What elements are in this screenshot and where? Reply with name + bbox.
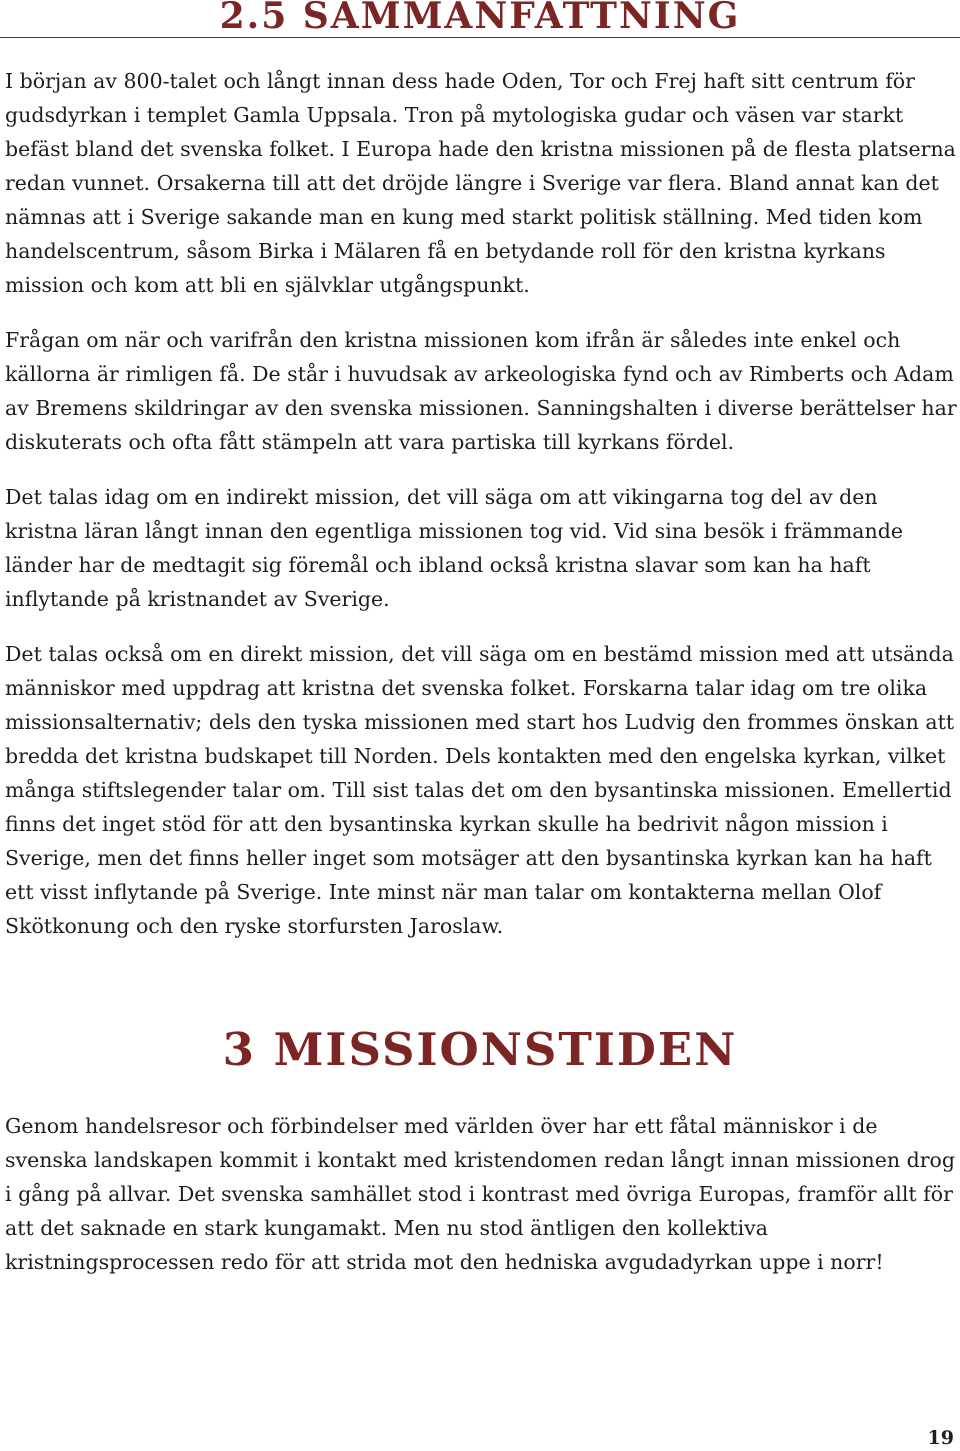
heading-rule [0, 37, 960, 38]
paragraph: Det talas idag om en indirekt mission, det vill säga om att vikingarna tog del av den kristna läran långt innan den egentliga missionen tog vid. Vid sina besök i främmande länder har de medtagit sig föremål och ibland också kristna slavar som kan ha haft inflytande på kristnandet av Sverige. [5, 485, 903, 611]
paragraph: I början av 800-talet och långt innan dess hade Oden, Tor och Frej haft sitt centrum för gudsdyrkan i templet Gamla Uppsala. Tron på mytologiska gudar och väsen var starkt befäst bland det svenska folket. I Europa hade den kristna missionen på de flesta platserna redan vunnet. Orsakerna till att det dröjde längre i Sverige var flera. Bland annat kan det nämnas att i Sverige sakande man en kung med starkt politisk ställning. Med tiden kom handelscentrum, såsom Birka i Mälaren få en betydande roll för den kristna kyrkans mission och kom att bli en självklar utgångspunkt. [5, 69, 956, 297]
page-number: 19 [927, 1427, 954, 1449]
paragraph: Genom handelsresor och förbindelser med världen över har ett fåtal människor i de svenska landskapen kommit i kontakt med kristendomen redan långt innan missionen drog i gång på allvar. Det svenska samhället stod i kontrast med övriga Europas, framför allt för att det saknade en stark kungamakt. Men nu stod äntligen den kollektiva kristningsprocessen redo för att strida mot den hedniska avgudadyrkan uppe i norr! [5, 1114, 955, 1274]
section-heading-2-5: 2.5 SAMMANFATTNING [219, 0, 741, 37]
paragraph: Frågan om när och varifrån den kristna missionen kom ifrån är således inte enkel och källorna är rimligen få. De står i huvudsak av arkeologiska fynd och av Rimberts och Adam av Bremens skildringar av den svenska missionen. Sanningshalten i diverse berättelser har diskuterats och ofta fått stämpeln att vara partiska till kyrkans fördel. [5, 328, 957, 454]
section-heading-3: 3 MISSIONSTIDEN [222, 1023, 738, 1076]
paragraph: Det talas också om en direkt mission, det vill säga om en bestämd mission med att utsända människor med uppdrag att kristna det svenska folket. Forskarna talar idag om tre olika missionsalternativ; dels den tyska missionen med start hos Ludvig den frommes önskan att bredda det kristna budskapet till Norden. Dels kontakten med den engelska kyrkan, vilket många stiftslegender talar om. Till sist talas det om den bysantinska missionen. Emellertid finns det inget stöd för att den bysantinska kyrkan skulle ha bedrivit någon mission i Sverige, men det finns heller inget som motsäger att den bysantinska kyrkan kan ha haft ett visst inflytande på Sverige. Inte minst när man talar om kontakterna mellan Olof Skötkonung och den ryske storfursten Jaroslaw. [5, 642, 955, 938]
